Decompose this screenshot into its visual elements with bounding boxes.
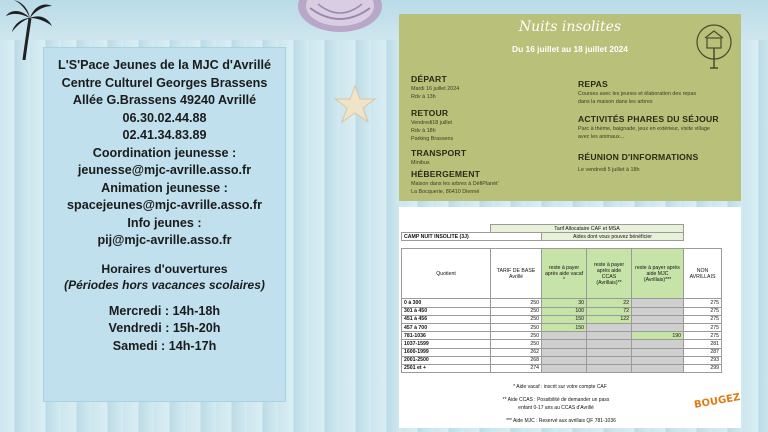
table-row <box>402 364 722 372</box>
retour-text-2: Rdv à 18h <box>411 128 436 134</box>
retour-heading: RETOUR <box>411 108 449 118</box>
cell-ccas <box>587 332 632 340</box>
transport-text: Minibus <box>411 160 430 166</box>
note-mjc: *** Aide MJC : Reservé aux avrillais QF 781-1036 <box>506 418 616 424</box>
phone-landline: 02.41.34.83.89 <box>122 128 207 142</box>
table-header-row-1 <box>402 225 722 233</box>
cell-vacaf: 150 <box>542 323 587 331</box>
treehouse-icon <box>693 24 735 70</box>
cell-vacaf: 100 <box>542 307 587 315</box>
hebergement-heading: HÉBERGEMENT <box>411 169 481 179</box>
trip-flyer <box>399 14 741 201</box>
hours-title: Horaires d'ouvertures <box>101 261 228 276</box>
cell-ccas <box>587 323 632 331</box>
cell-mjc <box>632 348 684 356</box>
cell-mjc <box>632 323 684 331</box>
cell-ccas: 72 <box>587 307 632 315</box>
cell-quotient: 2501 et + <box>402 364 491 372</box>
table-column-headers <box>402 249 722 299</box>
header-camp: CAMP NUIT INSOLITE (3J) <box>402 233 542 241</box>
depart-heading: DÉPART <box>411 74 447 84</box>
cell-mjc <box>632 299 684 307</box>
cell-tarif: 250 <box>491 332 542 340</box>
hours-wednesday: Mercredi : 14h-18h <box>108 303 221 318</box>
repas-text-2: dans la maison dans les arbres <box>578 99 653 105</box>
cell-vacaf <box>542 340 587 348</box>
cell-non-avrillais: 275 <box>684 315 722 323</box>
table-row <box>402 356 722 364</box>
center-name: Centre Culturel Georges Brassens <box>61 75 268 90</box>
cell-ccas: 22 <box>587 299 632 307</box>
hebergement-text-2: La Bocquerie, 86410 Dienné <box>411 189 480 195</box>
retour-text-3: Parking Brassens <box>411 136 454 142</box>
cell-quotient: 451 à 456 <box>402 315 491 323</box>
cell-quotient: 301 à 450 <box>402 307 491 315</box>
activites-heading: ACTIVITÉS PHARES DU SÉJOUR <box>578 114 719 124</box>
cell-tarif: 250 <box>491 340 542 348</box>
hours-saturday: Samedi : 14h-17h <box>112 338 217 353</box>
hours-friday: Vendredi : 15h-20h <box>108 321 221 335</box>
col-vacaf: reste à payer après aide vacaf * <box>542 249 587 299</box>
cell-tarif: 262 <box>491 348 542 356</box>
col-mjc: reste à payer après aide MJC (Avrillais)*** <box>632 249 684 299</box>
hours-list <box>44 303 285 356</box>
cell-quotient: 0 à 300 <box>402 299 491 307</box>
header-aides: Aides dont vous pouvez bénéficier <box>542 233 684 241</box>
reunion-heading: RÉUNION D'INFORMATIONS <box>578 152 699 162</box>
phone-mobile: 06.30.02.44.88 <box>122 110 207 125</box>
cell-non-avrillais: 299 <box>684 364 722 372</box>
cell-vacaf <box>542 364 587 372</box>
retour-text-1: Vendredi18 juillet <box>411 120 453 126</box>
table-body <box>402 299 722 373</box>
cell-non-avrillais: 287 <box>684 348 722 356</box>
table-row <box>402 315 722 323</box>
coordination-label: Coordination jeunesse : <box>92 145 237 160</box>
cell-mjc <box>632 340 684 348</box>
info-email[interactable]: pij@mjc-avrille.asso.fr <box>97 233 232 247</box>
col-tarif: TARIF DE BASE Avrillé <box>491 249 542 299</box>
pricing-table-panel <box>399 207 741 428</box>
info-label: Info jeunes : <box>127 215 202 230</box>
col-non-avrillais: NON AVRILLAIS <box>684 249 722 299</box>
contact-panel <box>43 47 286 402</box>
activites-text-1: Parc à thème, baignade, jeux en extérieur, visite village <box>578 126 710 132</box>
cell-vacaf <box>542 356 587 364</box>
note-vacaf: * Aide vacaf : inscrit sur votre compte CAF <box>513 384 607 390</box>
cell-tarif: 250 <box>491 307 542 315</box>
seashell-icon <box>290 0 390 32</box>
cell-tarif: 268 <box>491 356 542 364</box>
table-spacer-row <box>402 241 722 249</box>
cell-tarif: 274 <box>491 364 542 372</box>
reunion-text: Le vendredi 5 juillet à 18h <box>578 167 640 173</box>
starfish-icon <box>333 84 377 124</box>
note-ccas-1: ** Aide CCAS : Possibilité de demander un pass <box>502 397 610 403</box>
cell-ccas <box>587 356 632 364</box>
note-ccas-2: enfant 0-17 ans au CCAS d'Avrillé <box>518 405 594 411</box>
flyer-title: Nuits insolites <box>518 19 622 35</box>
table-header-row-2 <box>402 233 722 241</box>
cell-tarif: 250 <box>491 299 542 307</box>
depart-text-1: Mardi 16 juillet 2024 <box>411 86 460 92</box>
cell-mjc <box>632 315 684 323</box>
col-quotient: Quotient <box>402 249 491 299</box>
activites-text-2: avec les animaux... <box>578 134 625 140</box>
flyer-dates: Du 16 juillet au 18 juillet 2024 <box>512 44 628 54</box>
repas-text-1: Courses avec les jeunes et élaboration des repas <box>578 91 697 97</box>
contact-info <box>44 57 285 250</box>
depart-text-2: Rdv à 13h <box>411 94 436 100</box>
cell-non-avrillais: 275 <box>684 323 722 331</box>
cell-ccas: 122 <box>587 315 632 323</box>
bougez-logo: BOUGEZ <box>693 392 742 411</box>
table-row <box>402 332 722 340</box>
table-row <box>402 348 722 356</box>
cell-non-avrillais: 281 <box>684 340 722 348</box>
table-row <box>402 340 722 348</box>
cell-quotient: 781-1036 <box>402 332 491 340</box>
cell-tarif: 250 <box>491 323 542 331</box>
table-row <box>402 299 722 307</box>
pricing-table <box>401 224 722 373</box>
cell-non-avrillais: 275 <box>684 299 722 307</box>
animation-label: Animation jeunesse : <box>101 180 228 195</box>
table-row <box>402 323 722 331</box>
cell-tarif: 250 <box>491 315 542 323</box>
transport-heading: TRANSPORT <box>411 148 467 158</box>
hours-subtitle: (Périodes hors vacances scolaires) <box>64 277 265 292</box>
cell-non-avrillais: 293 <box>684 356 722 364</box>
cell-non-avrillais: 275 <box>684 332 722 340</box>
cell-ccas <box>587 348 632 356</box>
address: Allée G.Brassens 49240 Avrillé <box>72 93 257 107</box>
cell-vacaf: 150 <box>542 315 587 323</box>
cell-ccas <box>587 340 632 348</box>
cell-ccas <box>587 364 632 372</box>
animation-email[interactable]: spacejeunes@mjc-avrille.asso.fr <box>67 198 262 212</box>
cell-mjc: 190 <box>632 332 684 340</box>
cell-vacaf: 30 <box>542 299 587 307</box>
hebergement-text-1: Maison dans les arbres à DéfiPlanèt' <box>411 181 499 187</box>
cell-mjc <box>632 356 684 364</box>
cell-non-avrillais: 275 <box>684 307 722 315</box>
org-name: L'S'Pace Jeunes de la MJC d'Avrillé <box>58 58 271 72</box>
cell-quotient: 2001-2500 <box>402 356 491 364</box>
table-row <box>402 307 722 315</box>
cell-vacaf <box>542 348 587 356</box>
cell-quotient: 1037-1599 <box>402 340 491 348</box>
cell-mjc <box>632 364 684 372</box>
col-ccas: reste à payer après aide CCAS (Avrillais)** <box>587 249 632 299</box>
cell-quotient: 457 à 700 <box>402 323 491 331</box>
repas-heading: REPAS <box>578 79 608 89</box>
coordination-email[interactable]: jeunesse@mjc-avrille.asso.fr <box>77 163 252 177</box>
header-caf-msa: Tarif Allocataire CAF et MSA <box>491 225 684 233</box>
cell-vacaf <box>542 332 587 340</box>
cell-quotient: 1600-1999 <box>402 348 491 356</box>
cell-mjc <box>632 307 684 315</box>
